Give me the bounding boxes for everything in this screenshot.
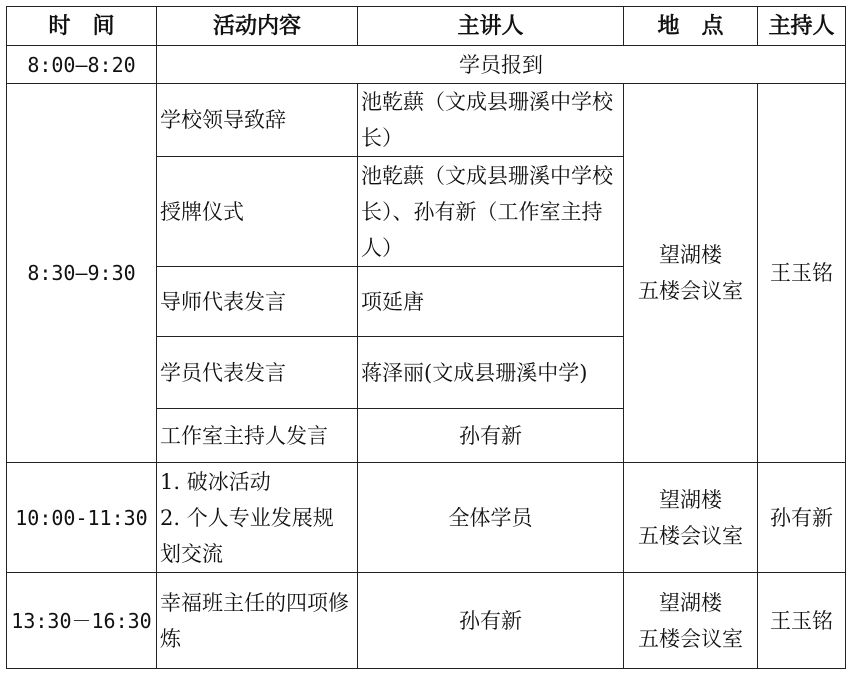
header-location: 地 点 — [624, 7, 758, 46]
table-row — [7, 46, 846, 84]
table-row — [7, 573, 846, 669]
content-cell — [157, 463, 358, 573]
header-row — [7, 7, 846, 46]
table-row — [7, 463, 846, 573]
location-line: 望湖楼 — [659, 590, 722, 615]
location-cell — [624, 463, 758, 573]
time-cell: 8:30—9:30 — [7, 84, 157, 463]
content-cell: 导师代表发言 — [157, 267, 358, 337]
content-line: 2. 个人专业发展规划交流 — [160, 505, 334, 566]
location-line: 五楼会议室 — [638, 626, 743, 651]
speaker-cell: 蒋泽丽(文成县珊溪中学) — [358, 337, 624, 409]
location-cell — [624, 573, 758, 669]
content-cell: 学员代表发言 — [157, 337, 358, 409]
speaker-cell: 孙有新 — [358, 409, 624, 463]
location-line: 五楼会议室 — [638, 279, 743, 303]
header-time: 时 间 — [7, 7, 157, 46]
speaker-cell: 全体学员 — [358, 463, 624, 573]
header-host: 主持人 — [758, 7, 846, 46]
host-cell: 孙有新 — [758, 463, 846, 573]
speaker-cell: 项延唐 — [358, 267, 624, 337]
content-cell: 学校领导致辞 — [157, 84, 358, 157]
content-cell: 授牌仪式 — [157, 157, 358, 267]
location-line: 五楼会议室 — [638, 523, 743, 548]
speaker-cell: 池乾蕻（文成县珊溪中学校长） — [358, 84, 624, 157]
time-cell: 10:00-11:30 — [7, 463, 157, 573]
content-cell: 幸福班主任的四项修炼 — [157, 573, 358, 669]
time-cell: 13:30－16:30 — [7, 573, 157, 669]
schedule-table — [6, 6, 846, 669]
location-line: 望湖楼 — [659, 487, 722, 512]
location-line: 望湖楼 — [659, 243, 722, 267]
header-speaker: 主讲人 — [358, 7, 624, 46]
content-cell: 学员报到 — [157, 46, 846, 84]
time-cell: 8:00—8:20 — [7, 46, 157, 84]
speaker-cell: 孙有新 — [358, 573, 624, 669]
content-cell: 工作室主持人发言 — [157, 409, 358, 463]
host-cell: 王玉铭 — [758, 573, 846, 669]
header-content: 活动内容 — [157, 7, 358, 46]
location-cell — [624, 84, 758, 463]
content-line: 1. 破冰活动 — [160, 469, 271, 494]
table-row — [7, 84, 846, 157]
speaker-cell: 池乾蕻（文成县珊溪中学校长）、孙有新（工作室主持人） — [358, 157, 624, 267]
host-cell: 王玉铭 — [758, 84, 846, 463]
